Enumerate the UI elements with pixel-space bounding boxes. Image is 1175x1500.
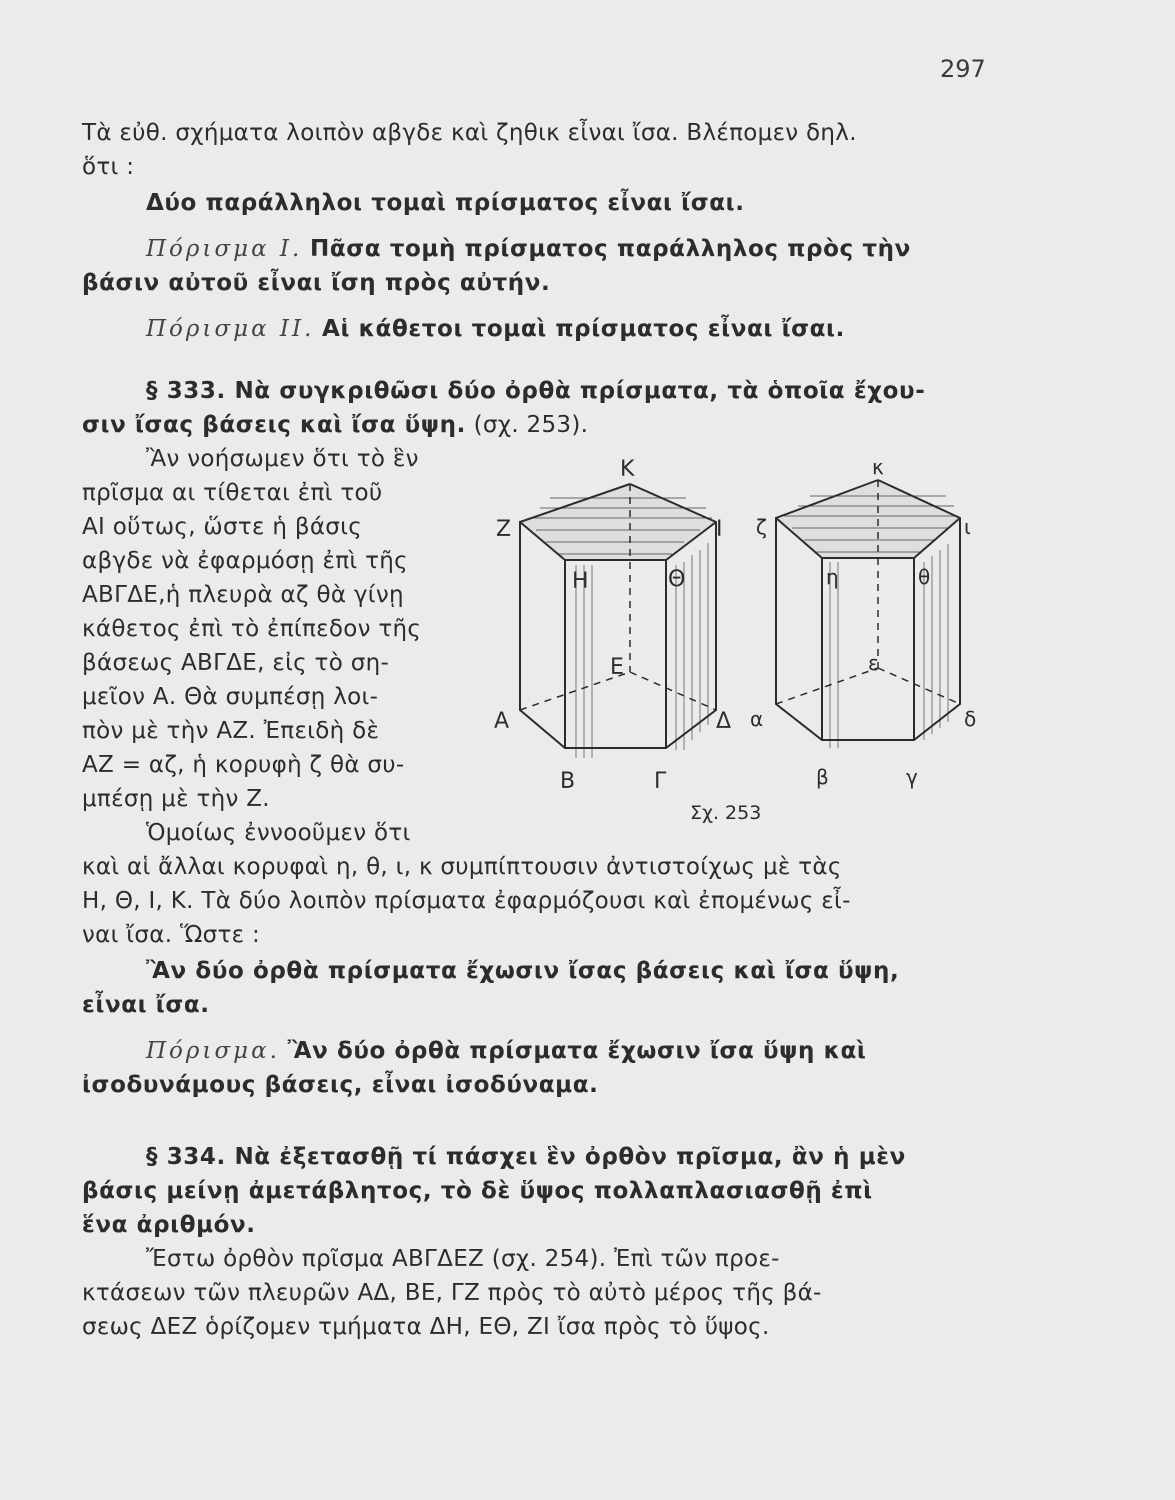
text-line: μπέσῃ μὲ τὴν Ζ. bbox=[82, 786, 270, 812]
text-line: ὅτι : bbox=[82, 154, 135, 180]
label-th: θ bbox=[918, 565, 931, 589]
text-line: κτάσεων τῶν πλευρῶν ΑΔ, ΒΕ, ΓΖ πρὸς τὸ αὐτὸ μέρος τῆς βά- bbox=[82, 1280, 822, 1306]
section-333-heading: § 333. Νὰ συγκριθῶσι δύο ὀρθὰ πρίσματα, τὰ ὁποῖα ἔχου- bbox=[146, 378, 926, 404]
label-B: Β bbox=[560, 769, 576, 794]
text-line: βάσεως ΑΒΓΔΕ, εἰς τὸ ση- bbox=[82, 650, 390, 676]
text-line: ἕνα ἀριθμόν. bbox=[82, 1212, 256, 1238]
label-d: δ bbox=[964, 707, 977, 731]
text-line: Ἂν νοήσωμεν ὅτι τὸ ἓν bbox=[146, 446, 419, 472]
text-line: εἶναι ἴσα. bbox=[82, 992, 210, 1018]
text-line: μεῖον Α. Θὰ συμπέσῃ λοι- bbox=[82, 684, 379, 710]
text-line: καὶ αἱ ἄλλαι κορυφαὶ η, θ, ι, κ συμπίπτουσιν ἀντιστοίχως μὲ τὰς bbox=[82, 854, 842, 880]
corollary-label: Πόρισμα ΙΙ. bbox=[146, 316, 315, 342]
corollary-1 bbox=[146, 234, 911, 264]
section-334-heading: § 334. Νὰ ἐξετασθῇ τί πάσχει ἓν ὀρθὸν πρῖσμα, ἂν ἡ μὲν bbox=[146, 1144, 906, 1170]
text-line: ΑΖ = αζ, ἡ κορυφὴ ζ θὰ συ- bbox=[82, 752, 405, 778]
text-line: βάσις μείνῃ ἀμετάβλητος, τὸ δὲ ὕψος πολλαπλασιασθῇ ἐπὶ bbox=[82, 1178, 873, 1204]
corollary-text: Αἱ κάθετοι τομαὶ πρίσματος εἶναι ἴσαι. bbox=[322, 316, 845, 342]
label-b: β bbox=[816, 765, 829, 789]
text-line: Ἔστω ὀρθὸν πρῖσμα ΑΒΓΔΕΖ (σχ. 254). Ἐπὶ τῶν προε- bbox=[146, 1246, 780, 1272]
theorem-statement: Ἂν δύο ὀρθὰ πρίσματα ἔχωσιν ἴσας βάσεις καὶ ἴσα ὕψη, bbox=[146, 958, 900, 984]
label-e: ε bbox=[868, 651, 879, 675]
heading-continuation: σιν ἴσας βάσεις καὶ ἴσα ὕψη. bbox=[82, 412, 466, 438]
label-Th: Θ bbox=[668, 567, 686, 592]
label-E: Ε bbox=[610, 655, 624, 680]
label-I: Ι bbox=[716, 517, 723, 542]
corollary-label: Πόρισμα Ι. bbox=[146, 236, 303, 262]
figure-reference: (σχ. 253). bbox=[473, 412, 589, 438]
page-number: 297 bbox=[940, 55, 986, 83]
text-line: βάσιν αὐτοῦ εἶναι ἴση πρὸς αὐτήν. bbox=[82, 270, 551, 296]
text-line: ναι ἴσα. Ὥστε : bbox=[82, 922, 261, 948]
label-g: γ bbox=[906, 765, 918, 789]
corollary-2 bbox=[146, 314, 845, 344]
text-line: κάθετος ἐπὶ τὸ ἐπίπεδον τῆς bbox=[82, 616, 422, 642]
text-line: Ὁμοίως ἐννοοῦμεν ὅτι bbox=[146, 820, 411, 846]
text-line: ἰσοδυνάμους βάσεις, εἶναι ἰσοδύναμα. bbox=[82, 1072, 599, 1098]
text-line: Η, Θ, Ι, Κ. Τὰ δύο λοιπὸν πρίσματα ἐφαρμόζουσι καὶ ἐπομένως εἶ- bbox=[82, 888, 851, 914]
prism-right bbox=[776, 480, 960, 748]
label-G: Γ bbox=[654, 769, 667, 794]
text-line: ΑΒΓΔΕ,ἡ πλευρὰ αζ θὰ γίνῃ bbox=[82, 582, 404, 608]
corollary-text: Πᾶσα τομὴ πρίσματος παράλληλος πρὸς τὴν bbox=[309, 236, 911, 262]
text-line: Τὰ εὐθ. σχήματα λοιπὸν αβγδε καὶ ζηθικ εἶναι ἴσα. Βλέπομεν δηλ. bbox=[82, 120, 857, 146]
label-A: Α bbox=[494, 709, 510, 734]
text-line: σεως ΔΕΖ ὁρίζομεν τμήματα ΔΗ, ΕΘ, ΖΙ ἴσα πρὸς τὸ ὕψος. bbox=[82, 1314, 770, 1340]
label-Z: Ζ bbox=[496, 517, 512, 542]
label-D: Δ bbox=[716, 709, 732, 734]
label-i: ι bbox=[964, 515, 971, 539]
figure-caption: Σχ. 253 bbox=[690, 802, 762, 824]
corollary-3 bbox=[146, 1036, 866, 1066]
text-line: πὸν μὲ τὴν ΑΖ. Ἐπειδὴ δὲ bbox=[82, 718, 380, 744]
label-z: ζ bbox=[756, 515, 767, 539]
prism-left bbox=[520, 484, 716, 758]
corollary-label: Πόρισμα. bbox=[146, 1038, 280, 1064]
corollary-text: Ἂν δύο ὀρθὰ πρίσματα ἔχωσιν ἴσα ὕψη καὶ bbox=[287, 1038, 867, 1064]
theorem-statement: Δύο παράλληλοι τομαὶ πρίσματος εἶναι ἴσαι. bbox=[146, 190, 745, 216]
text-line: ΑΙ οὕτως, ὥστε ἡ βάσις bbox=[82, 514, 363, 540]
label-h: η bbox=[826, 565, 839, 589]
text-line: αβγδε νὰ ἐφαρμόσῃ ἐπὶ τῆς bbox=[82, 548, 408, 574]
text-line: πρῖσμα αι τίθεται ἐπὶ τοῦ bbox=[82, 480, 383, 506]
text-line bbox=[82, 410, 588, 440]
label-a: α bbox=[750, 707, 764, 731]
label-K: Κ bbox=[620, 457, 635, 482]
label-k: κ bbox=[872, 455, 884, 479]
figure-253 bbox=[480, 450, 1020, 840]
label-H: Η bbox=[572, 569, 589, 594]
